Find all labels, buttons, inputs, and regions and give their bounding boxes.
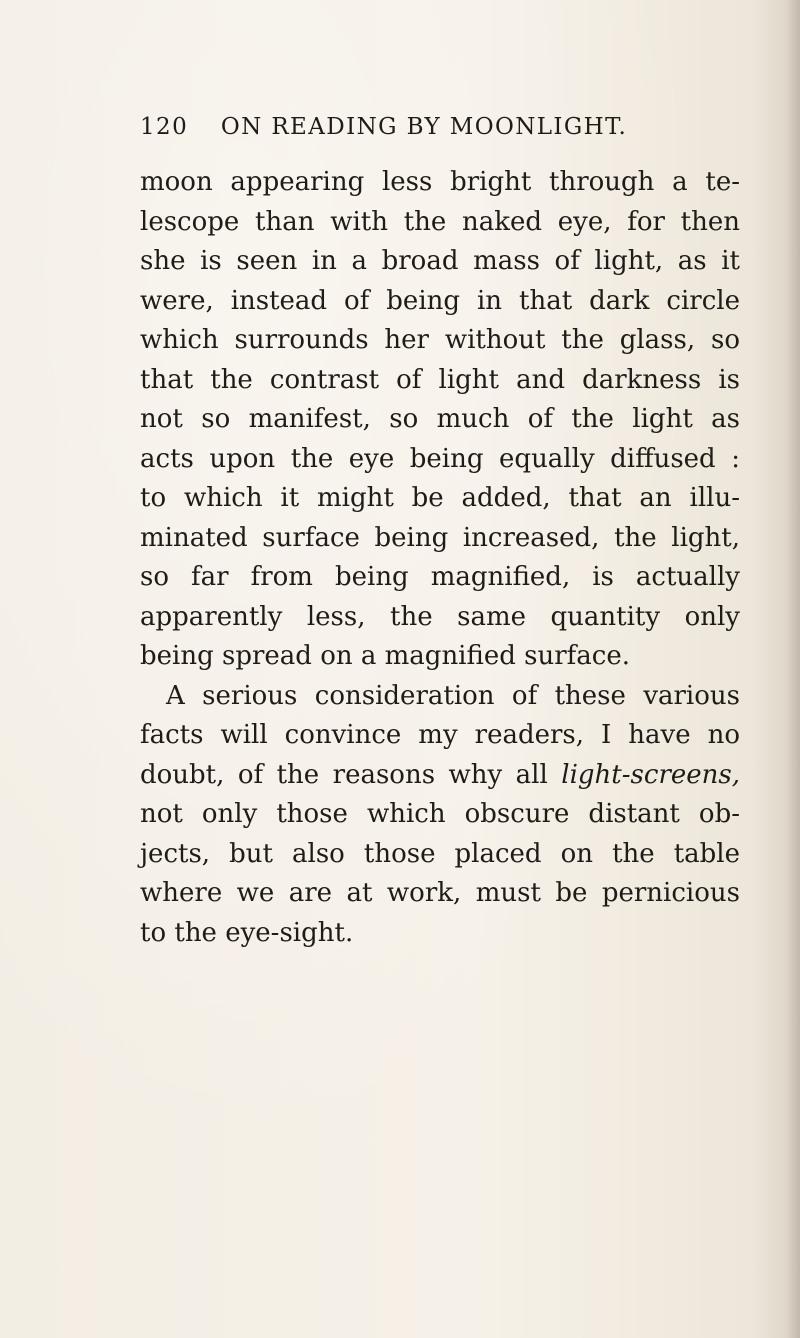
text-line: moon appearing less bright through a te- (140, 167, 740, 197)
text-line: were, instead of being in that dark circle (140, 285, 740, 316)
text-line: where we are at work, must be pernicious (140, 878, 740, 908)
paragraph-start-line: A serious consideration of these various (166, 680, 740, 711)
text-line: so far from being magnified, is actually (140, 562, 740, 592)
text-line-with-italic (140, 756, 740, 796)
text-line: minated surface being increased, the light, (140, 522, 740, 553)
text-line: jects, but also those placed on the table (140, 838, 740, 869)
text-line: not so manifest, so much of the light as (140, 404, 740, 434)
text-line: to the eye-sight. (140, 917, 354, 948)
text-line: apparently less, the same quantity only (140, 601, 740, 632)
text-line: being spread on a magnified surface. (140, 641, 630, 671)
text-line: lescope than with the naked eye, for then (140, 206, 740, 237)
running-title: ON READING BY MOONLIGHT. (220, 114, 628, 140)
text-line: that the contrast of light and darkness is (140, 364, 740, 395)
text-segment: doubt, of the reasons why all (140, 759, 562, 790)
text-line: to which it might be added, that an illu- (140, 483, 740, 513)
text-line: which surrounds her without the glass, so (140, 325, 740, 355)
italic-term: light-screens, (561, 759, 740, 790)
text-line: acts upon the eye being equally diffused : (140, 443, 740, 474)
page-edge-shadow (786, 0, 800, 1338)
text-line: she is seen in a broad mass of light, as it (140, 246, 740, 276)
text-line: facts will convince my readers, I have no (140, 720, 740, 750)
page-header (140, 114, 700, 148)
page-number: 120 (140, 114, 189, 140)
text-line: not only those which obscure distant ob- (140, 799, 740, 829)
body-text (140, 163, 740, 953)
